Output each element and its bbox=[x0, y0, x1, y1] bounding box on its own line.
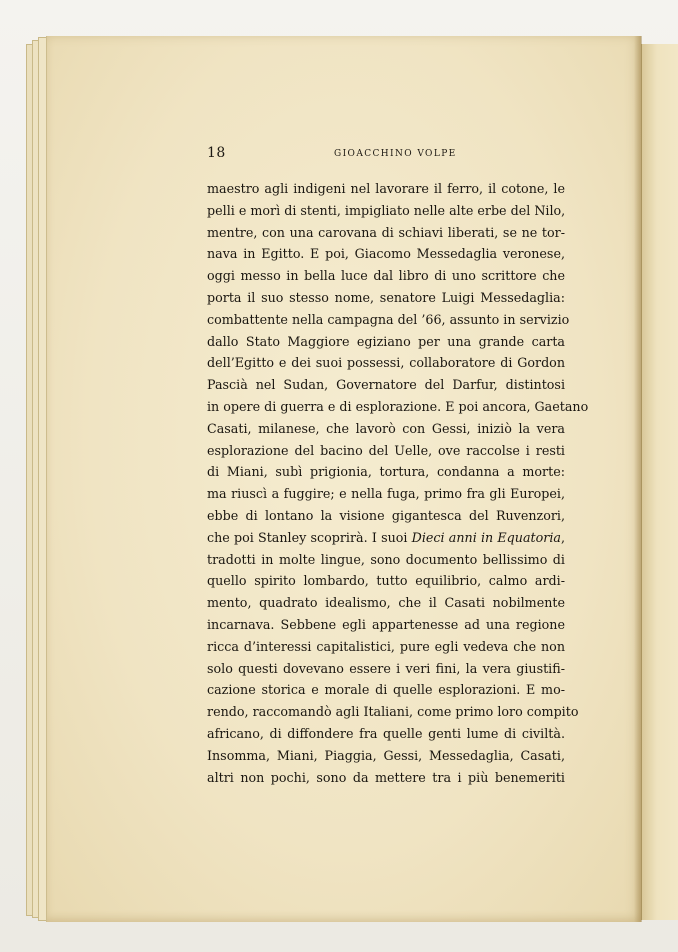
text-run: , bbox=[560, 529, 565, 545]
page-number: 18 bbox=[207, 145, 226, 161]
body-text bbox=[207, 178, 589, 788]
text-line: in opere di guerra e di esplorazione. E poi ancora, Gaetano bbox=[207, 398, 589, 414]
text-line: maestro agli indigeni nel lavorare il ferro, il cotone, le bbox=[207, 181, 565, 196]
text-line: esplorazione del bacino del Uelle, ove raccolse i resti bbox=[207, 442, 565, 458]
book-title-italic: Dieci anni in Equatoria bbox=[411, 529, 561, 545]
text-line: ricca d’interessi capitalistici, pure egli vedeva che non bbox=[207, 638, 565, 654]
text-line: incarnava. Sebbene egli appartenesse ad una regione bbox=[207, 616, 565, 632]
text-line: Pascià nel Sudan, Governatore del Darfur, distintosi bbox=[207, 377, 565, 393]
text-line: combattente nella campagna del ’66, assunto in servizio bbox=[207, 311, 570, 327]
text-line: altri non pochi, sono da mettere tra i più benemeriti bbox=[207, 769, 565, 785]
facing-page-edge bbox=[641, 44, 678, 920]
text-line: oggi messo in bella luce dal libro di uno scrittore che bbox=[207, 268, 565, 284]
text-line: pelli e morì di stenti, impigliato nelle alte erbe del Nilo, bbox=[207, 202, 566, 218]
text-line: mentre, con una carovana di schiavi liberati, se ne tor- bbox=[207, 224, 565, 240]
text-line: porta il suo stesso nome, senatore Luigi Messedaglia: bbox=[207, 289, 565, 305]
text-line: Casati, milanese, che lavorò con Gessi, iniziò la vera bbox=[207, 420, 565, 436]
running-head: GIOACCHINO VOLPE bbox=[334, 149, 457, 159]
text-line: ma riuscì a fuggire; e nella fuga, primo fra gli Europei, bbox=[207, 486, 565, 502]
text-line: solo questi dovevano essere i veri fini, la vera giustifi- bbox=[207, 660, 565, 676]
text-line bbox=[207, 527, 565, 549]
text-line: tradotti in molte lingue, sono documento bellissimo di bbox=[207, 551, 565, 567]
text-line: dell’Egitto e dei suoi possessi, collaboratore di Gordon bbox=[207, 355, 565, 371]
text-line: rendo, raccomandò agli Italiani, come primo loro compito bbox=[207, 704, 579, 720]
page-gutter bbox=[634, 36, 642, 922]
text-line: dallo Stato Maggiore egiziano per una grande carta bbox=[207, 333, 565, 349]
text-line: ebbe di lontano la visione gigantesca del Ruvenzori, bbox=[207, 507, 565, 523]
text-line: nava in Egitto. E poi, Giacomo Messedaglia veronese, bbox=[207, 246, 565, 262]
text-line: cazione storica e morale di quelle esplorazioni. E mo- bbox=[207, 682, 565, 698]
text-line: Insomma, Miani, Piaggia, Gessi, Messedaglia, Casati, bbox=[207, 747, 565, 763]
text-line: africano, di diffondere fra quelle genti lume di civiltà. bbox=[207, 725, 565, 741]
text-line: mento, quadrato idealismo, che il Casati nobilmente bbox=[207, 595, 565, 611]
text-run: che poi Stanley scoprirà. I suoi bbox=[207, 529, 412, 545]
text-line: quello spirito lombardo, tutto equilibrio, calmo ardi- bbox=[207, 573, 565, 589]
text-line: di Miani, subì prigionia, tortura, condanna a morte: bbox=[207, 464, 565, 480]
